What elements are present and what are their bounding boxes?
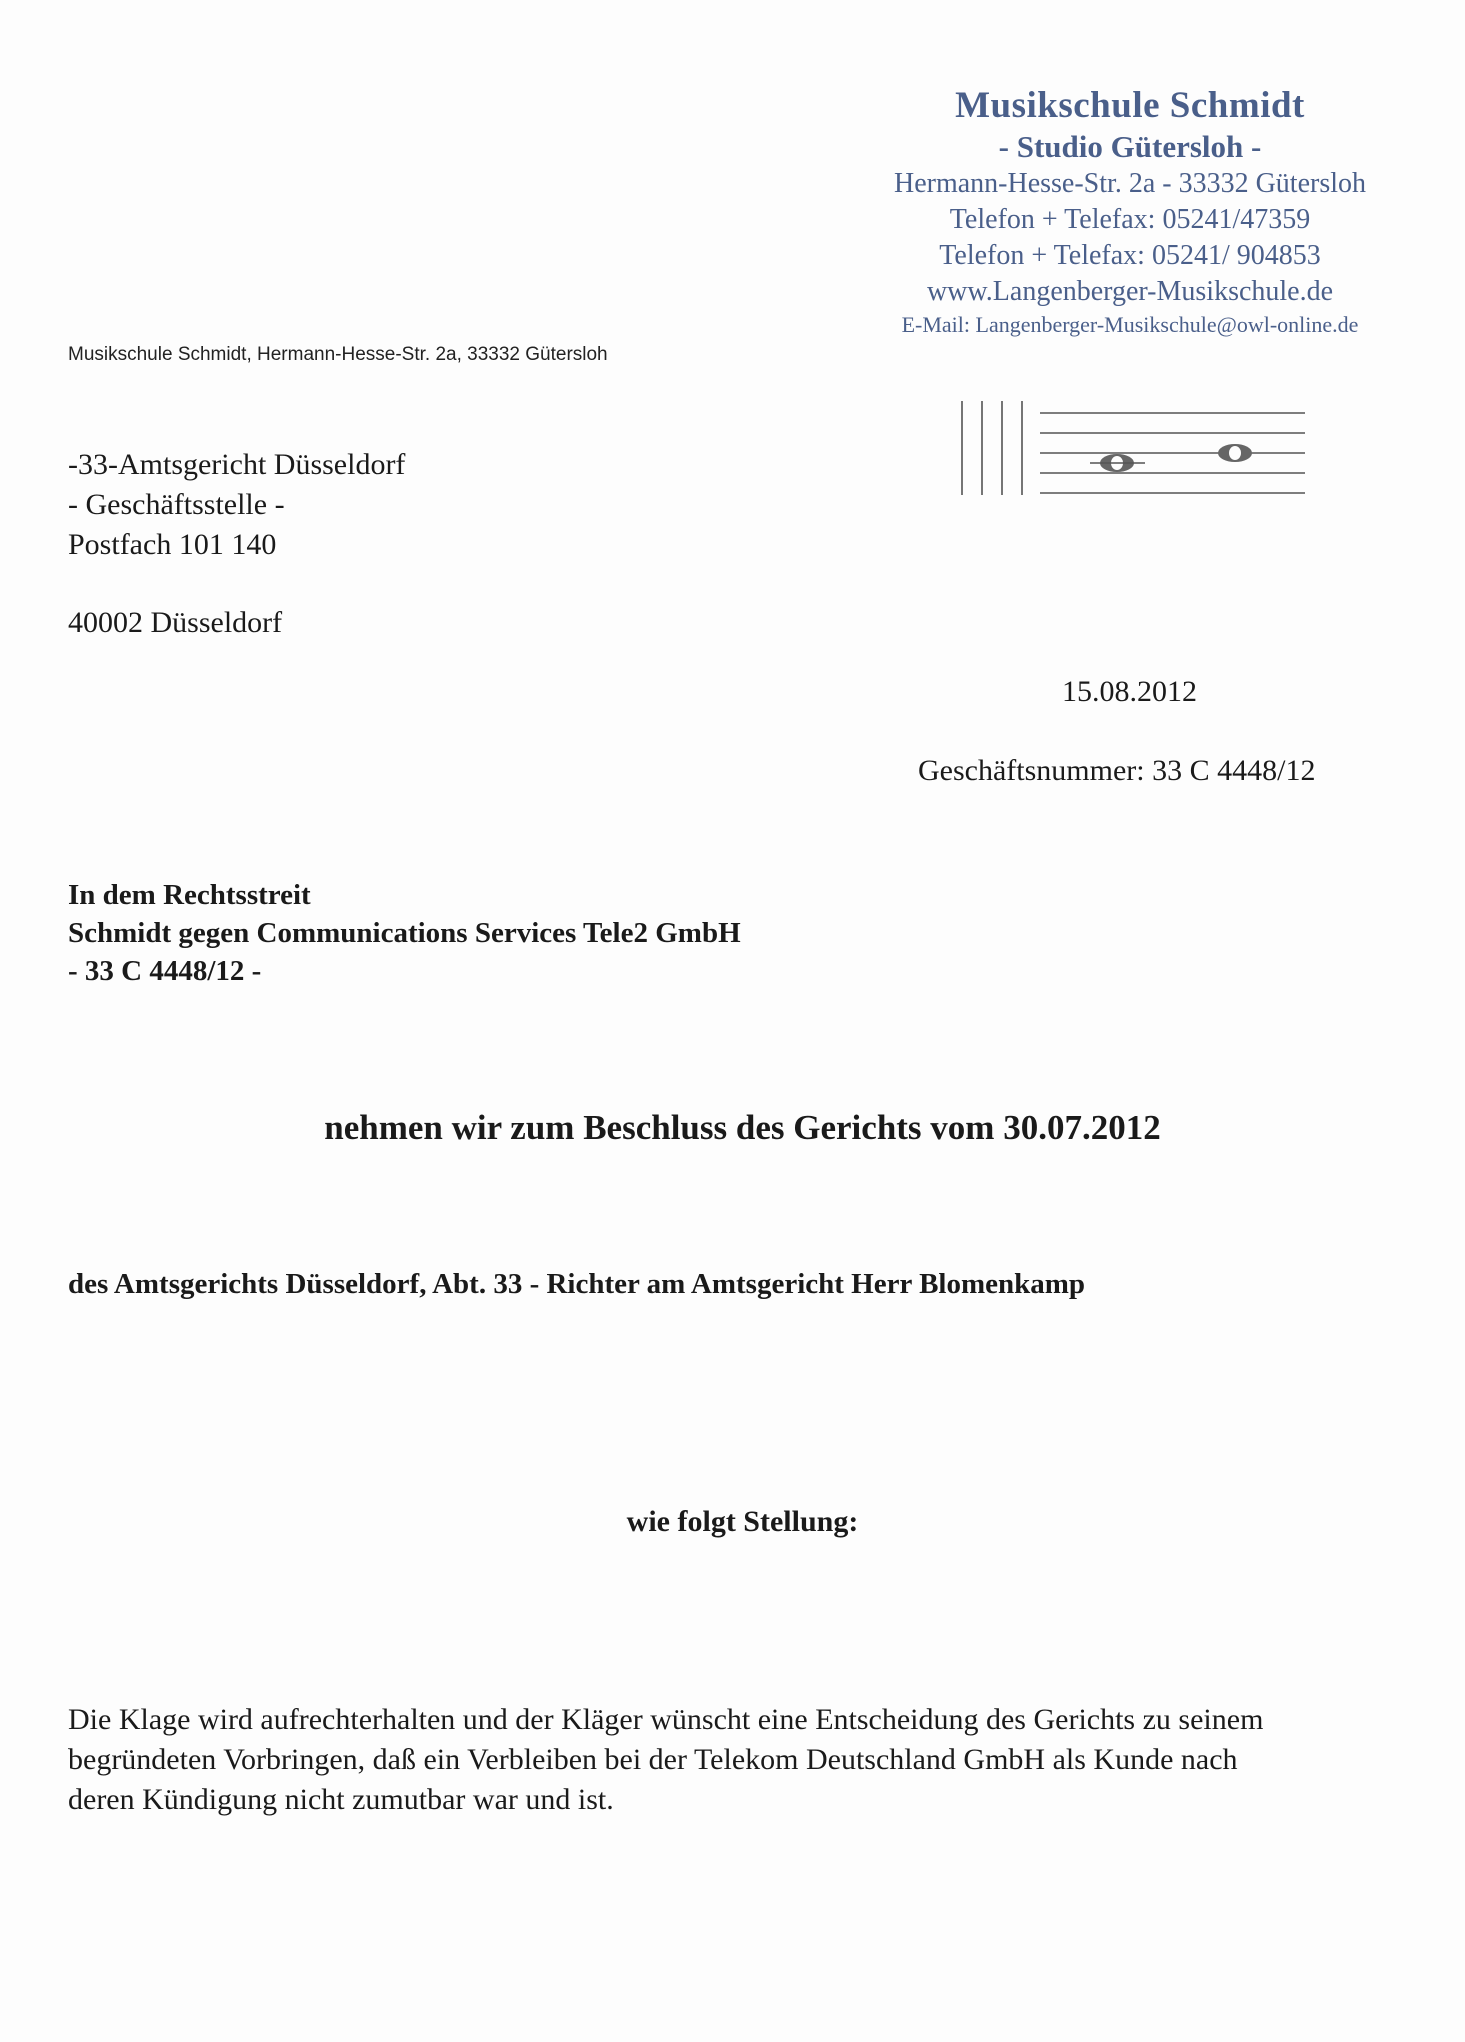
subject-line-1: In dem Rechtsstreit: [68, 879, 311, 911]
school-website: www.Langenberger-Musikschule.de: [926, 276, 1334, 307]
body-line-3: deren Kündigung nicht zumutbar war und ist.: [68, 1783, 614, 1816]
sender-return-address: Musikschule Schmidt, Hermann-Hesse-Str. 2a, 33332 Gütersloh: [68, 344, 608, 365]
body-line-1: Die Klage wird aufrechterhalten und der Kläger wünscht eine Entscheidung des Gerichts zu seinem: [68, 1703, 1264, 1736]
subject-line-3: - 33 C 4448/12 -: [68, 955, 262, 987]
school-email: E-Mail: Langenberger-Musikschule@owl-online.de: [901, 312, 1359, 337]
recipient-city: 40002 Düsseldorf: [68, 606, 283, 639]
letter-date: 15.08.2012: [1062, 675, 1197, 708]
body-paragraph: [68, 1700, 1408, 1820]
school-address: Hermann-Hesse-Str. 2a - 33332 Gütersloh: [893, 168, 1366, 199]
recipient-office: - Geschäftsstelle -: [68, 488, 285, 521]
statement-line-1: nehmen wir zum Beschluss des Gerichts vom 30.07.2012: [324, 1108, 1161, 1147]
statement-line-3: wie folgt Stellung:: [626, 1505, 859, 1538]
case-number: Geschäftsnummer: 33 C 4448/12: [918, 754, 1316, 787]
statement-line-2: des Amtsgerichts Düsseldorf, Abt. 33 - Richter am Amtsgericht Herr Blomenkamp: [68, 1268, 1086, 1300]
recipient-address: [68, 445, 405, 643]
music-staff-logo-icon: [960, 395, 1320, 505]
school-phone-2: Telefon + Telefax: 05241/ 904853: [939, 240, 1321, 271]
school-name: Musikschule Schmidt: [955, 85, 1305, 126]
body-line-2: begründeten Vorbringen, daß ein Verbleiben bei der Telekom Deutschland GmbH als Kunde nach: [68, 1743, 1238, 1776]
subject-line-2: Schmidt gegen Communications Services Tele2 GmbH: [68, 917, 741, 949]
subject-block: [68, 876, 741, 990]
letterhead: [850, 84, 1410, 340]
school-phone-1: Telefon + Telefax: 05241/47359: [949, 204, 1311, 235]
studio-name: - Studio Gütersloh -: [998, 129, 1262, 164]
recipient-po-box: Postfach 101 140: [68, 528, 277, 561]
recipient-court: -33-Amtsgericht Düsseldorf: [68, 448, 406, 481]
